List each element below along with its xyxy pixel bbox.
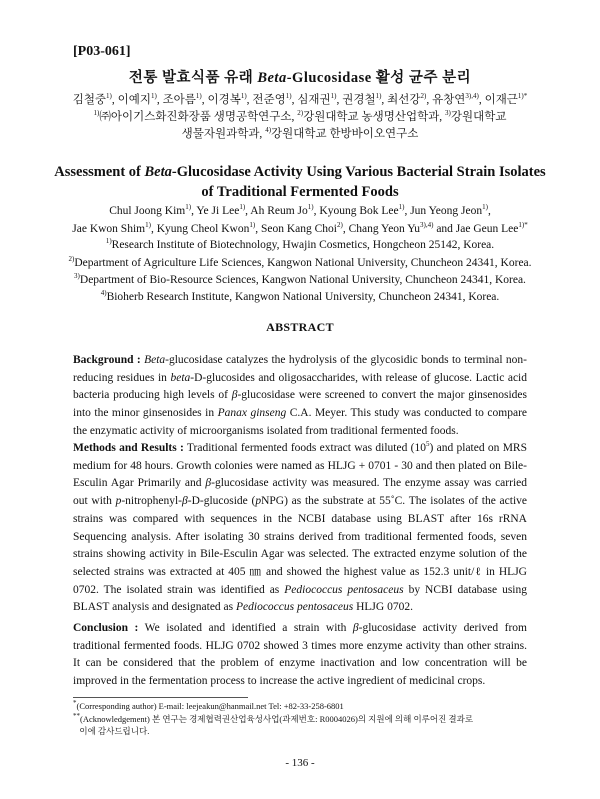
conclusion-label: Conclusion : xyxy=(73,622,139,634)
english-affiliation-3: $^{3)}$Department of Bio-Resource Sciences, Kangwon National University, Chuncheon 24341, Korea. xyxy=(74,272,526,286)
korean-affiliation-line-1: $^{1)}$㈜아이기스화진화장품 생명공학연구소, $^{2)}$강원대학교 농생명산업학과, $^{3)}$강원대학교 xyxy=(93,109,507,123)
background-label: Background : xyxy=(73,354,141,366)
english-authors-line-2: Jae Kwon Shim$^{1)}$, Kyung Cheol Kwon$^{1)}$, Seon Kang Choi$^{2)}$, Chang Yeon $Yu^{3),4)}$ and Jae Geun Lee$^{1)*}$ xyxy=(72,221,528,235)
english-title: Assessment of Beta-Glucosidase Activity Using Various Bacterial Strain Isolates of Traditional Fermented Foods xyxy=(54,164,546,200)
methods-label: Methods and Results : xyxy=(73,442,184,454)
korean-affiliation-line-2: 생물자원과학과, $^{4)}$강원대학교 한방바이오연구소 xyxy=(181,126,419,140)
footnote-corresponding: *(Corresponding author) E-mail: leejeakun@hanmail.net Tel: +82-33-258-6801 xyxy=(73,699,344,711)
page-number: - 136 - xyxy=(285,757,315,769)
footnote-acknowledgement: **(Acknowledgement) 본 연구는 경제협력권산업육성사업(과제번호: R0004026)의 지원에 의해 이루어진 결과로 이에 감사드립니다. xyxy=(73,712,474,736)
english-affiliation-4: $^{4)}$Bioherb Research Institute, Kangwon National University, Chuncheon 24341, Korea. xyxy=(100,289,500,303)
english-affiliation-2: $^{2)}$Department of Agriculture Life Sciences, Kangwon National University, Chuncheon 24341, Korea. xyxy=(68,255,532,269)
korean-authors: 김철중$^{1)}$, 이예지$^{1)}$, 조아름$^{1)}$, 이경복$^{1)}$, 전준영$^{1)}$, 심재권$^{1)}$, 권경철$^{1)}$, 최선강$^{2)}$, 유창연$^{3),4)}$, 이재근$^{1)*}$ xyxy=(72,92,528,106)
abstract-code: [P03-061] xyxy=(73,44,131,59)
methods-paragraph: Methods and Results : Traditional fermented foods extract was diluted $(10^5)$ and plated on MRS medium for 48 hours. Growth colonies were named as HLJG + 0701 - 30 and then plated on Bile-Esculin Agar Primarily and β-glucosidase activity was measured. The enzyme assay was carried out with p-nitrophenyl-β-D-glucoside (pNPG) as the substrate at 55˚C. The isolates of the active strains was compared with sequences in the NCBI database using BLAST after 16s rRNA Sequencing analysis. After isolating 30 strains derived from traditional fermented foods, seven strains showing activity in Bile-Esculin Agar was selected. The extracted enzyme solution of the selected strains was extracted at 405 ㎚ and showed the highest value as 152.3 unit/ℓ in HLJG 0702. The isolated strain was identified as Pediococcus pentosaceus by NCBI database using BLAST analysis and designated as Pediococcus pentosaceus HLJG 0702. xyxy=(73,440,528,614)
conclusion-paragraph: Conclusion : We isolated and identified a strain with β-glucosidase activity derived from traditional fermented foods. HLJG 0702 showed 3 times more enzyme activity than other strains. It can be considered that the problem of enzyme inactivation and low concentration will be improved in the fermentation process to increase the active ingredient of medicinal crops. xyxy=(73,622,528,688)
abstract-heading: ABSTRACT xyxy=(266,320,334,334)
english-authors-line-1: Chul Joong Kim$^{1)}$, Ye Ji Lee$^{1)}$, Ah Reum Jo$^{1)}$, Kyoung Bok Lee$^{1)}$, Jun Yeong Jeon$^{1)}$, xyxy=(109,203,491,217)
footnote-divider xyxy=(73,697,248,698)
english-affiliation-1: $^{1)}$Research Institute of Biotechnology, Hwajin Cosmetics, Hongcheon 25142, Korea. xyxy=(105,237,495,251)
korean-title: 전통 발효식품 유래 Beta-Glucosidase 활성 균주 분리 xyxy=(128,70,472,86)
background-paragraph: Background : Beta-glucosidase catalyzes the hydrolysis of the glycosidic bonds to terminal non-reducing residues in beta-D-glucosides and oligosaccharides, with release of glucose. Lactic acid bacteria producing high levels of β-glucosidase were screened to convert the major ginsenosides into the minor ginsenosides in Panax ginseng C.A. Meyer. This study was conducted to compare the enzymatic activity of microorganisms isolated from traditional fermented foods. xyxy=(73,354,528,437)
